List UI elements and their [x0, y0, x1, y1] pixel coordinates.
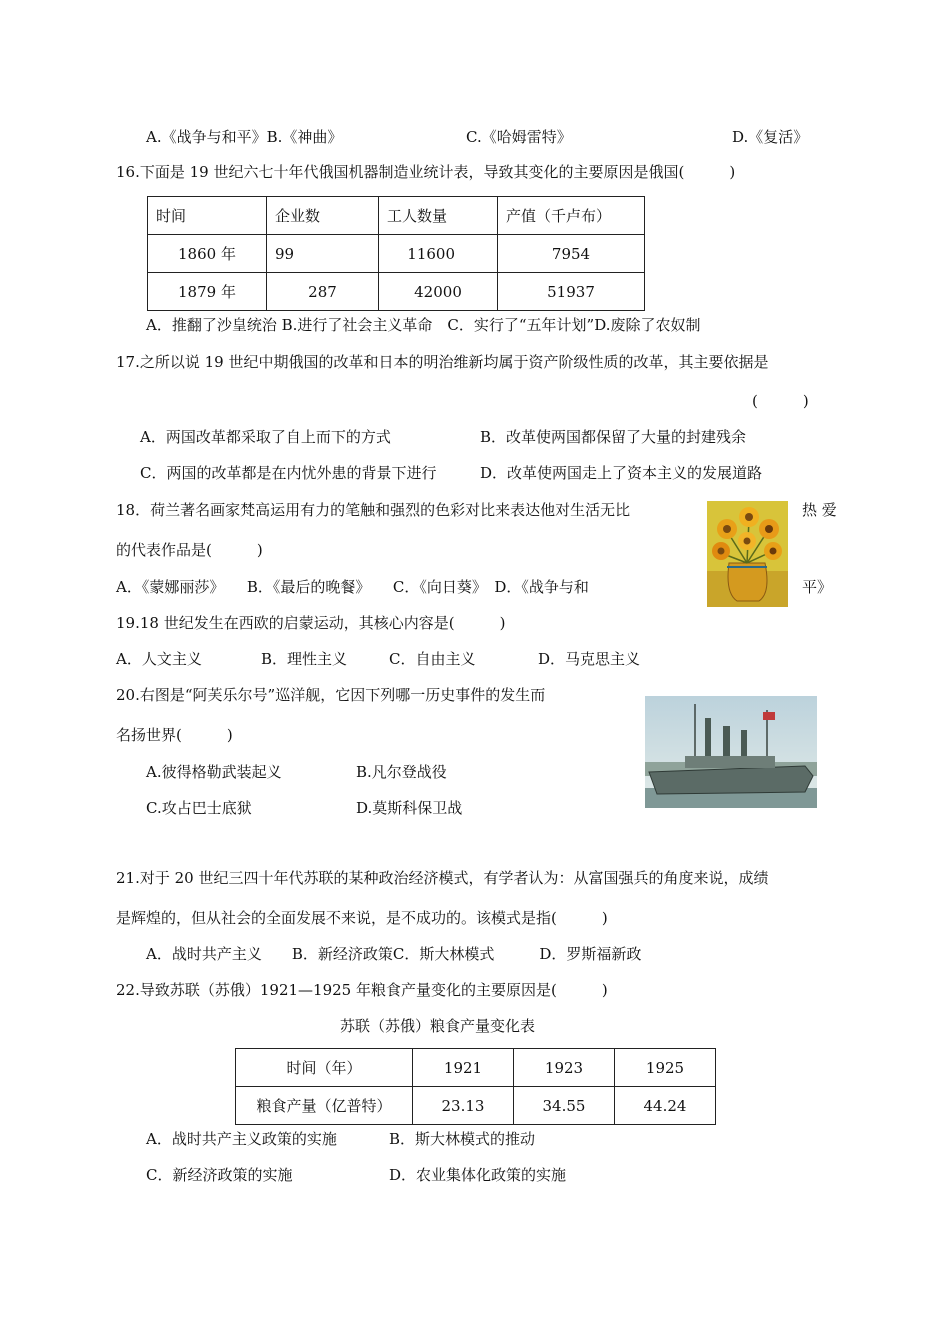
q22-cell: 34.55	[514, 1087, 615, 1125]
q17-answer-paren: ( )	[752, 392, 809, 410]
q20-option-d: D.莫斯科保卫战	[356, 799, 463, 817]
q16-header-output: 产值（千卢布）	[498, 197, 645, 235]
q17-option-c: C．两国的改革都是在内忧外患的背景下进行	[140, 464, 437, 482]
sunflowers-painting	[707, 501, 788, 607]
q22-header: 1921	[413, 1049, 514, 1087]
q16-header-firms: 企业数	[267, 197, 379, 235]
q20-option-b: B.凡尔登战役	[356, 763, 447, 781]
q20-option-c: C.攻占巴士底狱	[146, 799, 252, 817]
q22-table	[235, 1048, 716, 1125]
q15-option-c: C.《哈姆雷特》	[466, 128, 572, 146]
q19-option-d: D．马克思主义	[538, 650, 641, 668]
q18-options: A．《蒙娜丽莎》 B．《最后的晚餐》 C．《向日葵》 D．《战争与和	[116, 578, 589, 596]
q21-stem: 21.对于 20 世纪三四十年代苏联的某种政治经济模式，有学者认为：从富国强兵的角度来说，成绩	[116, 869, 769, 887]
q16-stem: 16.下面是 19 世纪六七十年代俄国机器制造业统计表，导致其变化的主要原因是俄国( )	[116, 163, 736, 181]
q18-stem-end: 热 爱	[802, 501, 837, 519]
q17-option-a: A．两国改革都采取了自上而下的方式	[140, 428, 391, 446]
q16-cell: 42000	[379, 273, 498, 311]
q22-option-b: B．斯大林模式的推动	[389, 1130, 536, 1148]
q21-stem-line2: 是辉煌的，但从社会的全面发展不来说，是不成功的。该模式是指( )	[116, 909, 608, 927]
q16-cell: 7954	[498, 235, 645, 273]
q16-cell: 51937	[498, 273, 645, 311]
q20-option-a: A.彼得格勒武装起义	[146, 763, 282, 781]
q16-cell: 1879 年	[148, 273, 267, 311]
q16-cell: 1860 年	[148, 235, 267, 273]
q20-stem-line2: 名扬世界( )	[116, 726, 233, 744]
q22-table-title: 苏联（苏俄）粮食产量变化表	[340, 1017, 536, 1035]
q16-header-time: 时间	[148, 197, 267, 235]
q18-options-end: 平》	[802, 578, 833, 596]
q19-stem: 19.18 世纪发生在西欧的启蒙运动，其核心内容是( )	[116, 614, 506, 632]
q16-cell: 11600	[379, 235, 498, 273]
q17-option-d: D．改革使两国走上了资本主义的发展道路	[480, 464, 763, 482]
q20-stem: 20.右图是“阿芙乐尔号”巡洋舰，它因下列哪一历史事件的发生而	[116, 686, 546, 704]
q19-option-c: C．自由主义	[389, 650, 476, 668]
q22-option-a: A．战时共产主义政策的实施	[146, 1130, 337, 1148]
q22-row-label: 粮食产量（亿普特）	[236, 1087, 413, 1125]
q18-stem-line2: 的代表作品是( )	[116, 541, 263, 559]
aurora-cruiser-photo	[645, 696, 817, 808]
q19-option-b: B．理性主义	[261, 650, 348, 668]
q15-option-d: D.《复活》	[732, 128, 809, 146]
q16-header-workers: 工人数量	[379, 197, 498, 235]
q21-options: A．战时共产主义 B．新经济政策C．斯大林模式 D．罗斯福新政	[146, 945, 642, 963]
q16-options: A．推翻了沙皇统治 B.进行了社会主义革命 C．实行了“五年计划”D.废除了农奴制	[146, 316, 701, 334]
q15-option-ab: A.《战争与和平》B.《神曲》	[146, 128, 343, 146]
q22-option-c: C．新经济政策的实施	[146, 1166, 293, 1184]
q16-cell: 287	[267, 273, 379, 311]
q22-header: 1925	[615, 1049, 716, 1087]
q22-option-d: D．农业集体化政策的实施	[389, 1166, 567, 1184]
q22-stem: 22.导致苏联（苏俄）1921—1925 年粮食产量变化的主要原因是( )	[116, 981, 608, 999]
q16-cell: 99	[267, 235, 379, 273]
q18-stem: 18．荷兰著名画家梵高运用有力的笔触和强烈的色彩对比来表达他对生活无比	[116, 501, 631, 519]
q22-header: 1923	[514, 1049, 615, 1087]
q22-cell: 44.24	[615, 1087, 716, 1125]
q22-cell: 23.13	[413, 1087, 514, 1125]
q17-option-b: B．改革使两国都保留了大量的封建残余	[480, 428, 747, 446]
q17-stem: 17.之所以说 19 世纪中期俄国的改革和日本的明治维新均属于资产阶级性质的改革，其主要依据是	[116, 353, 769, 371]
q22-header-year: 时间（年）	[236, 1049, 413, 1087]
q19-option-a: A．人文主义	[116, 650, 202, 668]
q16-table	[147, 196, 645, 311]
